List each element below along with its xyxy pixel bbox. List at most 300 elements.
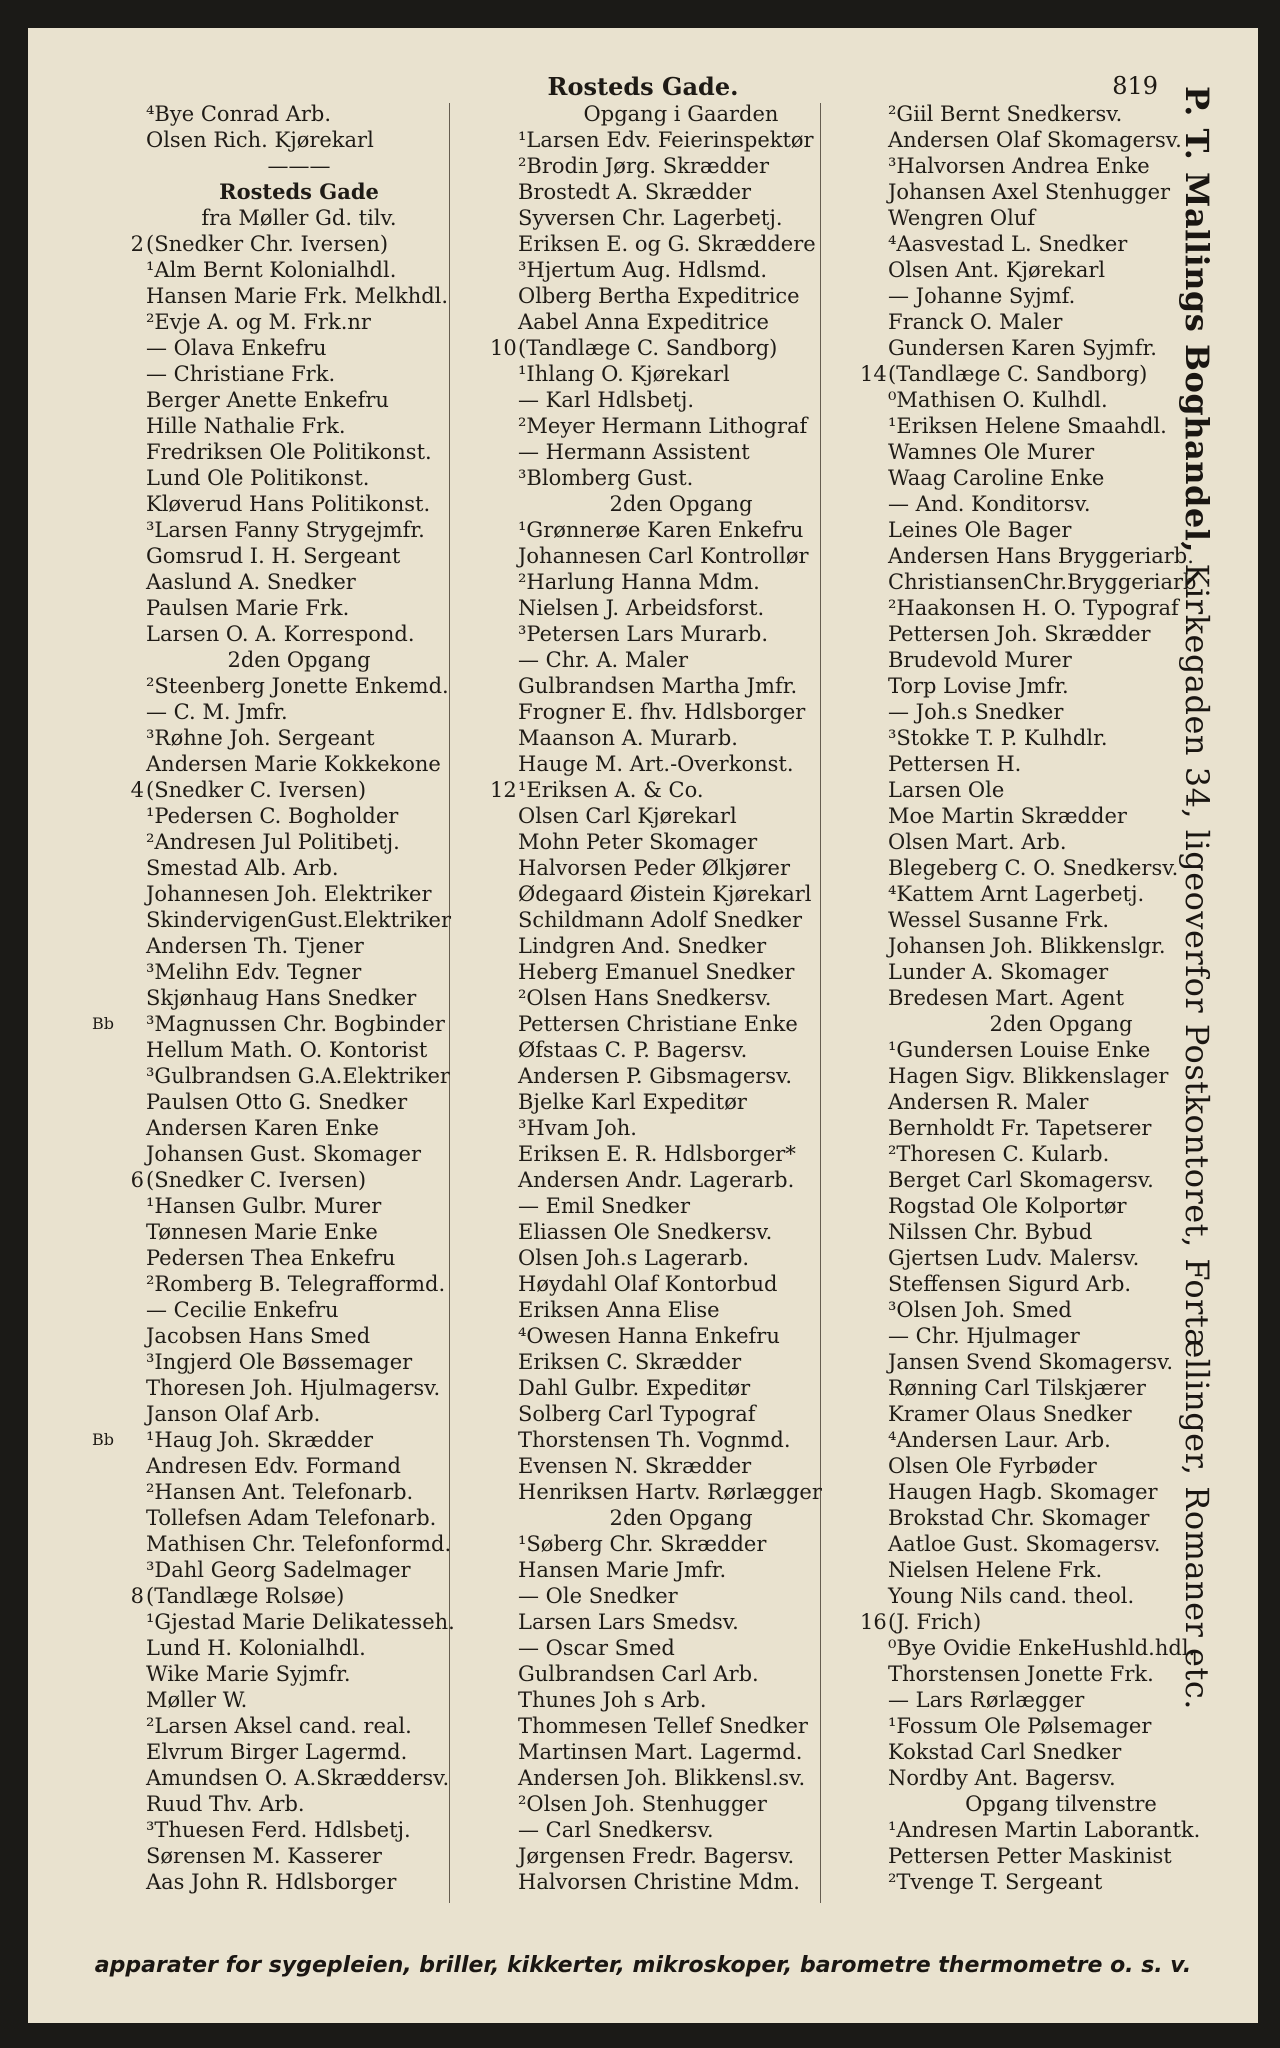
entry-text: Johansen Gust. Skomager [146,1142,421,1166]
directory-entry [450,1297,850,1323]
directory-entry [78,1869,458,1895]
entry-text: ³Halvorsen Andrea Enke [888,154,1150,178]
entry-text: 2den Opgang [609,492,753,516]
entry-text: Øfstaas C. P. Bagersv. [518,1038,748,1062]
house-number: 6 [130,1168,144,1192]
entry-text: (Tandlæge C. Sandborg) [518,336,778,360]
entry-text: Bernholdt Fr. Tapetserer [888,1116,1152,1140]
directory-entry [78,985,458,1011]
directory-entry [450,153,850,179]
directory-entry [450,855,850,881]
directory-entry [78,1037,458,1063]
entry-text: ²Hansen Ant. Telefonarb. [146,1480,414,1504]
directory-entry [450,543,850,569]
directory-entry [78,1843,458,1869]
entry-text: Steffensen Sigurd Arb. [888,1272,1132,1296]
entry-text: ¹Pedersen C. Bogholder [146,804,399,828]
entry-text: Kløverud Hans Politikonst. [146,492,431,516]
entry-text: ¹Gundersen Louise Enke [888,1038,1151,1062]
directory-entry [450,621,850,647]
entry-text: Olsen Rich. Kjørekarl [146,128,374,152]
directory-entry [78,907,458,933]
directory-entry [450,1453,850,1479]
entry-text: Olberg Bertha Expeditrice [518,284,800,308]
entry-text: Olsen Mart. Arb. [888,830,1067,854]
entry-text: Aatloe Gust. Skomagersv. [888,1532,1161,1556]
directory-entry [450,335,850,361]
entry-text: Kramer Olaus Snedker [888,1402,1132,1426]
directory-entry [78,1817,458,1843]
entry-text: Franck O. Maler [888,310,1063,334]
entry-text: (Tandlæge Rolsøe) [146,1584,345,1608]
directory-entry [450,517,850,543]
directory-entry [78,543,458,569]
entry-text: Wike Marie Syjmfr. [146,1662,351,1686]
house-number: 14 [860,362,887,386]
directory-entry [450,1687,850,1713]
directory-entry [78,335,458,361]
directory-entry [78,1375,458,1401]
entry-text: Schildmann Adolf Snedker [518,908,803,932]
entry-text: Høydahl Olaf Kontorbud [518,1272,778,1296]
directory-column-1 [78,101,458,1936]
directory-entry [78,1635,458,1661]
directory-entry [78,413,458,439]
directory-entry [450,1713,850,1739]
entry-text: Brostedt A. Skrædder [518,180,752,204]
directory-entry [78,751,458,777]
entry-text: — Carl Snedkersv. [518,1818,714,1842]
entry-text: Halvorsen Christine Mdm. [518,1870,800,1894]
entry-text: Lund H. Kolonialhdl. [146,1636,366,1660]
entry-text: Jørgensen Fredr. Bagersv. [518,1844,795,1868]
entry-text: (J. Frich) [888,1610,982,1634]
directory-entry [78,465,458,491]
directory-entry [78,387,458,413]
entry-text: — Johanne Syjmf. [888,284,1076,308]
entry-text: Møller W. [146,1688,248,1712]
entry-text: Ruud Thv. Arb. [146,1792,305,1816]
directory-entry [78,1297,458,1323]
entry-text: Aaslund A. Snedker [146,570,356,594]
directory-entry [450,1271,850,1297]
entry-text: ¹Ihlang O. Kjørekarl [518,362,730,386]
directory-entry [450,1557,850,1583]
directory-entry [450,569,850,595]
entry-text: Eriksen Anna Elise [518,1298,720,1322]
entry-text: Andersen R. Maler [888,1090,1089,1114]
directory-entry [450,1089,850,1115]
directory-entry [450,1349,850,1375]
entry-text: 2den Opgang [227,648,371,672]
entry-text: Gulbrandsen Carl Arb. [518,1662,759,1686]
entry-text: Rosteds Gade [219,179,379,204]
entry-text: Leines Ole Bager [888,518,1072,542]
entry-text: — And. Konditorsv. [888,492,1091,516]
entry-text: Eriksen E. og G. Skræddere [518,232,816,256]
directory-entry [450,725,850,751]
entry-text: Lindgren And. Snedker [518,934,767,958]
entry-text: ³Hvam Joh. [518,1116,637,1140]
directory-entry [78,725,458,751]
directory-entry [450,699,850,725]
directory-entry [450,1219,850,1245]
directory-entry [450,205,850,231]
entry-text: SkindervigenGust.Elektriker [146,908,452,932]
house-number: 12 [490,778,517,802]
entry-text: ¹Søberg Chr. Skrædder [518,1532,767,1556]
entry-text: Mohn Peter Skomager [518,830,758,854]
entry-text: — Ole Snedker [518,1584,678,1608]
directory-entry [450,1661,850,1687]
directory-entry [78,855,458,881]
entry-text: Bjelke Karl Expeditør [518,1090,747,1114]
entry-text: ⁴Aasvestad L. Snedker [888,232,1128,256]
directory-entry [450,1167,850,1193]
entry-text: ¹Andresen Martin Laborantk. [888,1818,1201,1842]
entry-text: ³Blomberg Gust. [518,466,694,490]
entry-text: Thorstensen Jonette Frk. [888,1662,1154,1686]
side-ad-brand: P. T. Mallings Boghandel, [1178,86,1216,553]
directory-entry [78,1323,458,1349]
entry-text: Olsen Ole Fyrbøder [888,1454,1097,1478]
entry-text: Smestad Alb. Arb. [146,856,339,880]
entry-text: Johansen Axel Stenhugger [888,180,1171,204]
entry-text: Johannesen Joh. Elektriker [146,882,432,906]
entry-text: ²Larsen Aksel cand. real. [146,1714,412,1738]
entry-text: ¹Hansen Gulbr. Murer [146,1194,382,1218]
entry-text: Elvrum Birger Lagermd. [146,1740,408,1764]
entry-text: — Christiane Frk. [146,362,336,386]
entry-text: Jansen Svend Skomagersv. [888,1350,1174,1374]
entry-text: Evensen N. Skrædder [518,1454,752,1478]
entry-text: ⁴Owesen Hanna Enkefru [518,1324,780,1348]
directory-entry [78,361,458,387]
entry-text: — Chr. Hjulmager [888,1324,1080,1348]
directory-entry [78,283,458,309]
entry-text: ³Stokke T. P. Kulhdlr. [888,726,1108,750]
directory-entry [78,1713,458,1739]
entry-text: ——— [267,154,331,178]
entry-text: Wengren Oluf [888,206,1036,230]
entry-text: Kokstad Carl Snedker [888,1740,1122,1764]
entry-text: ²Harlung Hanna Mdm. [518,570,760,594]
directory-entry [450,309,850,335]
entry-text: Andersen Marie Kokkekone [146,752,441,776]
section-heading [78,179,458,205]
entry-text: Heberg Emanuel Snedker [518,960,795,984]
directory-entry [450,1427,850,1453]
entry-text: — Joh.s Snedker [888,700,1064,724]
directory-entry [450,985,850,1011]
entry-text: Andersen Th. Tjener [146,934,364,958]
entry-text: Nielsen J. Arbeidsforst. [518,596,765,620]
entry-text: Nielsen Helene Frk. [888,1558,1103,1582]
entry-text: Jacobsen Hans Smed [146,1324,371,1348]
entry-text: Opgang i Gaarden [583,102,779,126]
directory-entry [450,1843,850,1869]
entry-text: (Snedker C. Iversen) [146,1168,367,1192]
entry-text: (Snedker C. Iversen) [146,778,367,802]
entry-text: Pettersen Joh. Skrædder [888,622,1151,646]
entry-text: Martinsen Mart. Lagermd. [518,1740,803,1764]
entry-text: Waag Caroline Enke [888,466,1105,490]
directory-entry [450,1609,850,1635]
directory-entry [450,751,850,777]
directory-entry [450,1245,850,1271]
entry-text: ²Haakonsen H. O. Typograf [888,596,1179,620]
directory-entry [78,1349,458,1375]
entry-text: Skjønhaug Hans Snedker [146,986,417,1010]
directory-entry [78,1427,458,1453]
entry-text: ²Brodin Jørg. Skrædder [518,154,770,178]
entry-text: Olsen Carl Kjørekarl [518,804,737,828]
entry-text: Moe Martin Skrædder [888,804,1127,828]
directory-entry [78,231,458,257]
entry-text: 2den Opgang [609,1506,753,1530]
directory-entry [78,439,458,465]
directory-entry [78,699,458,725]
entry-text: Larsen Ole [888,778,1005,802]
entry-text: Hagen Sigv. Blikkenslager [888,1064,1169,1088]
entry-text: Haugen Hagb. Skomager [888,1480,1158,1504]
directory-entry [78,1011,458,1037]
page-title: Rosteds Gade. [547,72,739,101]
entry-text: ³Røhne Joh. Sergeant [146,726,375,750]
entry-text: Johannesen Carl Kontrollør [518,544,809,568]
entry-text: Hauge M. Art.-Overkonst. [518,752,794,776]
entry-text: ²Olsen Hans Snedkersv. [518,986,772,1010]
directory-entry [78,803,458,829]
entry-marker: Bb [92,1430,114,1449]
entry-text: — Oscar Smed [518,1636,675,1660]
directory-entry [450,1869,850,1895]
footer-advertisement: apparater for sygepleien, briller, kikkerter, mikroskoper, barometre thermometre o. s. v. [94,1953,1192,1978]
entry-text: ²Steenberg Jonette Enkemd. [146,674,449,698]
directory-entry [450,881,850,907]
directory-entry [78,933,458,959]
house-number: 8 [130,1584,144,1608]
directory-entry [450,1323,850,1349]
directory-entry [78,595,458,621]
entry-text: Gjertsen Ludv. Malersv. [888,1246,1140,1270]
entry-text: ChristiansenChr.Bryggeriarb [888,570,1197,594]
entry-text: ⁰Bye Ovidie EnkeHushld.hdl. [888,1636,1196,1660]
entry-text: Tønnesen Marie Enke [146,1220,378,1244]
directory-entry [78,829,458,855]
entry-text: Nilssen Chr. Bybud [888,1220,1093,1244]
entry-text: Maanson A. Murarb. [518,726,738,750]
directory-entry [78,517,458,543]
entry-text: Brokstad Chr. Skomager [888,1506,1150,1530]
directory-entry [450,933,850,959]
directory-entry [78,1687,458,1713]
entry-text: Larsen O. A. Korrespond. [146,622,415,646]
entry-text: ¹Gjestad Marie Delikatesseh. [146,1610,455,1634]
entry-text: — Cecilie Enkefru [146,1298,339,1322]
entry-text: Amundsen O. A.Skræddersv. [146,1766,450,1790]
directory-entry [450,777,850,803]
entry-text: Henriksen Hartv. Rørlægger [518,1480,822,1504]
directory-entry [78,569,458,595]
entry-text: Johansen Joh. Blikkenslgr. [888,934,1166,958]
entry-text: ³Dahl Georg Sadelmager [146,1558,411,1582]
directory-entry [78,1193,458,1219]
directory-entry [450,829,850,855]
entry-text: ³Larsen Fanny Strygejmfr. [146,518,425,542]
entry-text: Thommesen Tellef Snedker [518,1714,808,1738]
entry-text: Andersen Karen Enke [146,1116,379,1140]
entry-text: Thoresen Joh. Hjulmagersv. [146,1376,441,1400]
directory-entry [78,1531,458,1557]
entry-text: ¹Haug Joh. Skrædder [146,1428,374,1452]
directory-entry [78,1245,458,1271]
directory-entry [450,803,850,829]
entry-text: — Chr. A. Maler [518,648,689,672]
entry-text: Torp Lovise Jmfr. [888,674,1069,698]
entry-text: Andresen Edv. Formand [146,1454,402,1478]
entry-text: Andersen P. Gibsmagersv. [518,1064,793,1088]
entry-text: Pettersen Petter Maskinist [888,1844,1172,1868]
entry-text: ²Giil Bernt Snedkersv. [888,102,1123,126]
entry-text: ²Tvenge T. Sergeant [888,1870,1103,1894]
entry-text: ³Melihn Edv. Tegner [146,960,362,984]
entry-text: Aas John R. Hdlsborger [146,1870,397,1894]
entry-text: Eliassen Ole Snedkersv. [518,1220,773,1244]
directory-entry [78,101,458,127]
entry-text: ³Gulbrandsen G.A.Elektriker [146,1064,450,1088]
entry-text: Wessel Susanne Frk. [888,908,1110,932]
entry-text: ¹Eriksen Helene Smaahdl. [888,414,1167,438]
directory-entry [450,1583,850,1609]
entry-text: ²Meyer Hermann Lithograf [518,414,808,438]
entry-text: Brudevold Murer [888,648,1072,672]
entry-text: (Tandlæge C. Sandborg) [888,362,1148,386]
entry-text: Pettersen Christiane Enke [518,1012,798,1036]
entry-text: Blegeberg C. O. Snedkersv. [888,856,1179,880]
directory-entry [78,1661,458,1687]
directory-entry [450,1791,850,1817]
entry-text: Wamnes Ole Murer [888,440,1095,464]
entry-text: Lunder A. Skomager [888,960,1109,984]
directory-entry [450,1011,850,1037]
directory-entry [450,1765,850,1791]
entry-text: Hansen Marie Jmfr. [518,1558,727,1582]
entry-text: Pettersen H. [888,752,1022,776]
entry-text: ¹Alm Bernt Kolonialhdl. [146,258,397,282]
entry-text: Thunes Joh s Arb. [518,1688,707,1712]
entry-text: Young Nils cand. theol. [888,1584,1135,1608]
entry-text: ²Andresen Jul Politibetj. [146,830,400,854]
entry-text: Thorstensen Th. Vognmd. [518,1428,791,1452]
entry-text: ²Romberg B. Telegrafformd. [146,1272,446,1296]
entry-text: Gomsrud I. H. Sergeant [146,544,401,568]
directory-entry [78,1609,458,1635]
directory-entry [78,1557,458,1583]
directory-entry [450,1193,850,1219]
entry-text: fra Møller Gd. tilv. [201,206,397,230]
entry-text: ³Magnussen Chr. Bogbinder [146,1012,445,1036]
subheading [450,1505,850,1531]
directory-entry [450,127,850,153]
house-number: 2 [130,232,144,256]
directory-entry [450,465,850,491]
entry-text: Gulbrandsen Martha Jmfr. [518,674,798,698]
directory-entry [450,179,850,205]
directory-entry [450,673,850,699]
side-advertisement [1171,78,1258,1878]
entry-text: Berger Anette Enkefru [146,388,389,412]
entry-text: Solberg Carl Typograf [518,1402,756,1426]
directory-entry [78,1167,458,1193]
house-number: 16 [860,1610,887,1634]
directory-entry [78,959,458,985]
entry-text: Paulsen Otto G. Snedker [146,1090,408,1114]
directory-entry [450,1141,850,1167]
entry-text: Mathisen Chr. Telefonformd. [146,1532,452,1556]
entry-text: ¹Eriksen A. & Co. [518,778,704,802]
entry-text: ¹Grønnerøe Karen Enkefru [518,518,804,542]
subheading [450,101,850,127]
entry-text: Eriksen C. Skrædder [518,1350,742,1374]
entry-text: ¹Larsen Edv. Feierinspektør [518,128,814,152]
directory-entry [450,1531,850,1557]
entry-text: Sørensen M. Kasserer [146,1844,382,1868]
entry-text: ⁴Bye Conrad Arb. [146,102,332,126]
directory-entry [450,1479,850,1505]
entry-text: Pedersen Thea Enkefru [146,1246,396,1270]
entry-text: ⁰Mathisen O. Kulhdl. [888,388,1108,412]
directory-entry [78,1063,458,1089]
directory-entry [450,257,850,283]
directory-entry [78,1479,458,1505]
directory-entry [450,959,850,985]
entry-text: ³Thuesen Ferd. Hdlsbetj. [146,1818,411,1842]
directory-entry [78,257,458,283]
entry-text: Frogner E. fhv. Hdlsborger [518,700,806,724]
entry-text: Dahl Gulbr. Expeditør [518,1376,751,1400]
entry-text: Larsen Lars Smedsv. [518,1610,739,1634]
entry-text: — Hermann Assistent [518,440,750,464]
entry-text: ³Hjertum Aug. Hdlsmd. [518,258,768,282]
directory-entry [450,413,850,439]
entry-text: ²Evje A. og M. Frk.nr [146,310,371,334]
directory-entry [78,1791,458,1817]
entry-text: Andersen Olaf Skomagersv. [888,128,1182,152]
directory-entry [450,907,850,933]
entry-text: — C. M. Jmfr. [146,700,288,724]
directory-entry [78,621,458,647]
entry-text: Andersen Joh. Blikkensl.sv. [518,1766,806,1790]
entry-text: Aabel Anna Expeditrice [518,310,769,334]
directory-entry [78,777,458,803]
directory-entry [78,1739,458,1765]
entry-text: Berget Carl Skomagersv. [888,1168,1154,1192]
directory-entry [78,491,458,517]
directory-entry [450,387,850,413]
subheading [78,647,458,673]
directory-entry [450,1063,850,1089]
entry-text: ⁴Andersen Laur. Arb. [888,1428,1111,1452]
entry-text: Lund Ole Politikonst. [146,466,370,490]
entry-text: Hansen Marie Frk. Melkhdl. [146,284,449,308]
directory-entry [450,361,850,387]
side-ad-details: Kirkegaden 34, ligeoverfor Postkontoret, Fortællinger, Romaner etc. [1178,553,1216,1710]
directory-entry [450,283,850,309]
entry-text: — Olava Enkefru [146,336,327,360]
entry-text: ⁴Kattem Arnt Lagerbetj. [888,882,1145,906]
entry-text: Hellum Math. O. Kontorist [146,1038,428,1062]
